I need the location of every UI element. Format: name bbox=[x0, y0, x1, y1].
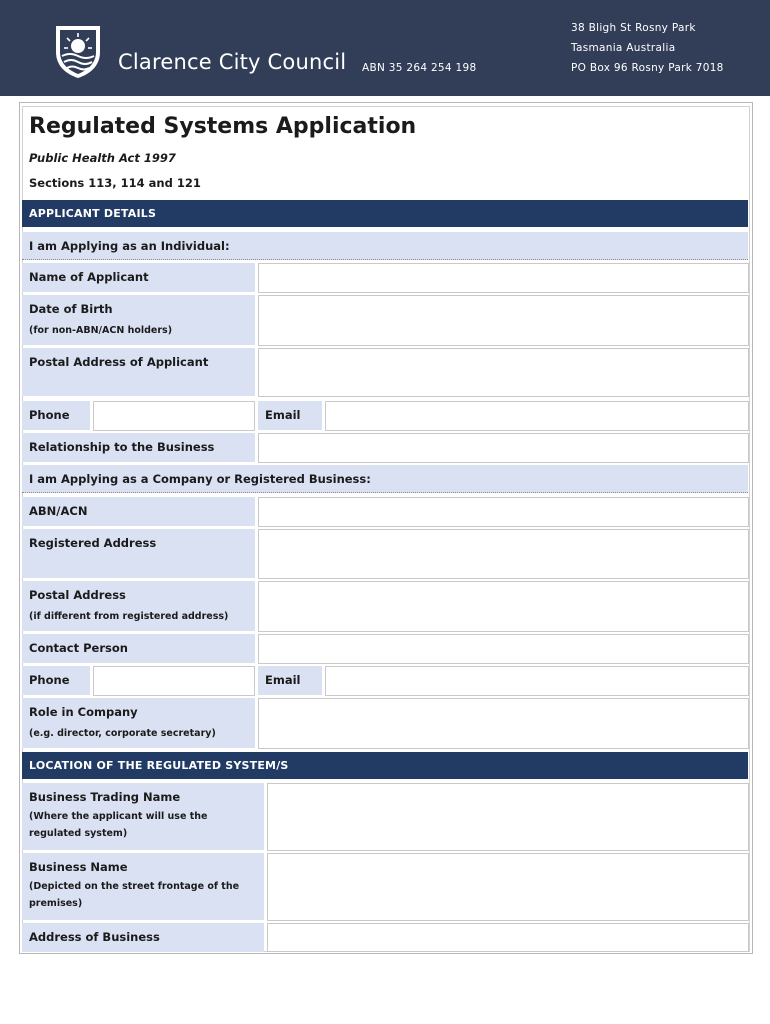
applicant-name-label-text: Name of Applicant bbox=[29, 270, 149, 284]
phone-label-text: Phone bbox=[29, 408, 70, 422]
individual-heading: I am Applying as an Individual: bbox=[22, 232, 748, 260]
business-address-label bbox=[22, 923, 264, 952]
registered-address-label-text: Registered Address bbox=[29, 536, 157, 550]
postal-address-label bbox=[22, 348, 255, 396]
abn-acn-label-text: ABN/ACN bbox=[29, 504, 88, 518]
form-subtitle: Public Health Act 1997 bbox=[29, 151, 176, 165]
email-label bbox=[258, 401, 322, 430]
letterhead bbox=[0, 0, 770, 96]
date-of-birth-label bbox=[22, 295, 255, 345]
date-of-birth-note: (for non-ABN/ACN holders) bbox=[29, 325, 173, 336]
company-phone-label-text: Phone bbox=[29, 673, 70, 687]
address-line-3: PO Box 96 Rosny Park 7018 bbox=[571, 62, 724, 74]
applicant-name-field[interactable] bbox=[258, 263, 749, 293]
business-address-field[interactable] bbox=[267, 923, 749, 952]
registered-address-field[interactable] bbox=[258, 529, 749, 579]
contact-person-label bbox=[22, 634, 255, 663]
address-line-2: Tasmania Australia bbox=[571, 42, 676, 54]
trading-name-label-text: Business Trading Name bbox=[29, 790, 181, 804]
registered-address-label bbox=[22, 529, 255, 578]
form-sections: Sections 113, 114 and 121 bbox=[29, 176, 201, 190]
company-phone-label bbox=[22, 666, 90, 695]
role-in-company-label bbox=[22, 698, 255, 748]
trading-name-note: (Where the applicant will use the regulated system) bbox=[29, 811, 208, 839]
applicant-name-label bbox=[22, 263, 255, 292]
address-line-1: 38 Bligh St Rosny Park bbox=[571, 22, 696, 34]
business-name-field[interactable] bbox=[267, 853, 749, 921]
relationship-label-text: Relationship to the Business bbox=[29, 440, 215, 454]
business-name-label-text: Business Name bbox=[29, 860, 128, 874]
phone-label bbox=[22, 401, 90, 430]
date-of-birth-label-text: Date of Birth bbox=[29, 302, 113, 316]
location-heading: LOCATION OF THE REGULATED SYSTEM/S bbox=[22, 752, 748, 779]
trading-name-field[interactable] bbox=[267, 783, 749, 851]
business-name-label bbox=[22, 853, 264, 920]
applicant-details-heading: APPLICANT DETAILS bbox=[22, 200, 748, 227]
contact-person-field[interactable] bbox=[258, 634, 749, 664]
contact-person-label-text: Contact Person bbox=[29, 641, 128, 655]
abn-acn-label bbox=[22, 497, 255, 526]
company-email-field[interactable] bbox=[325, 666, 749, 696]
council-name: Clarence City Council bbox=[118, 50, 347, 74]
relationship-field[interactable] bbox=[258, 433, 749, 463]
company-phone-field[interactable] bbox=[93, 666, 255, 696]
role-in-company-label-text: Role in Company bbox=[29, 705, 138, 719]
council-crest-icon bbox=[52, 22, 104, 80]
business-address-label-text: Address of Business bbox=[29, 930, 160, 944]
role-in-company-field[interactable] bbox=[258, 698, 749, 749]
company-postal-address-label bbox=[22, 581, 255, 631]
trading-name-label bbox=[22, 783, 264, 850]
company-email-label-text: Email bbox=[265, 673, 301, 687]
company-heading: I am Applying as a Company or Registered Business: bbox=[22, 465, 748, 493]
role-in-company-note: (e.g. director, corporate secretary) bbox=[29, 728, 216, 739]
abn-acn-field[interactable] bbox=[258, 497, 749, 527]
postal-address-label-text: Postal Address of Applicant bbox=[29, 355, 209, 369]
email-field[interactable] bbox=[325, 401, 749, 431]
company-email-label bbox=[258, 666, 322, 695]
postal-address-field[interactable] bbox=[258, 348, 749, 397]
email-label-text: Email bbox=[265, 408, 301, 422]
relationship-label bbox=[22, 433, 255, 462]
council-abn: ABN 35 264 254 198 bbox=[362, 62, 477, 74]
phone-field[interactable] bbox=[93, 401, 255, 431]
business-name-note: (Depicted on the street frontage of the premises) bbox=[29, 881, 240, 909]
date-of-birth-field[interactable] bbox=[258, 295, 749, 346]
company-postal-address-label-text: Postal Address bbox=[29, 588, 126, 602]
company-postal-address-note: (if different from registered address) bbox=[29, 611, 229, 622]
company-postal-address-field[interactable] bbox=[258, 581, 749, 632]
form-title: Regulated Systems Application bbox=[29, 114, 417, 139]
